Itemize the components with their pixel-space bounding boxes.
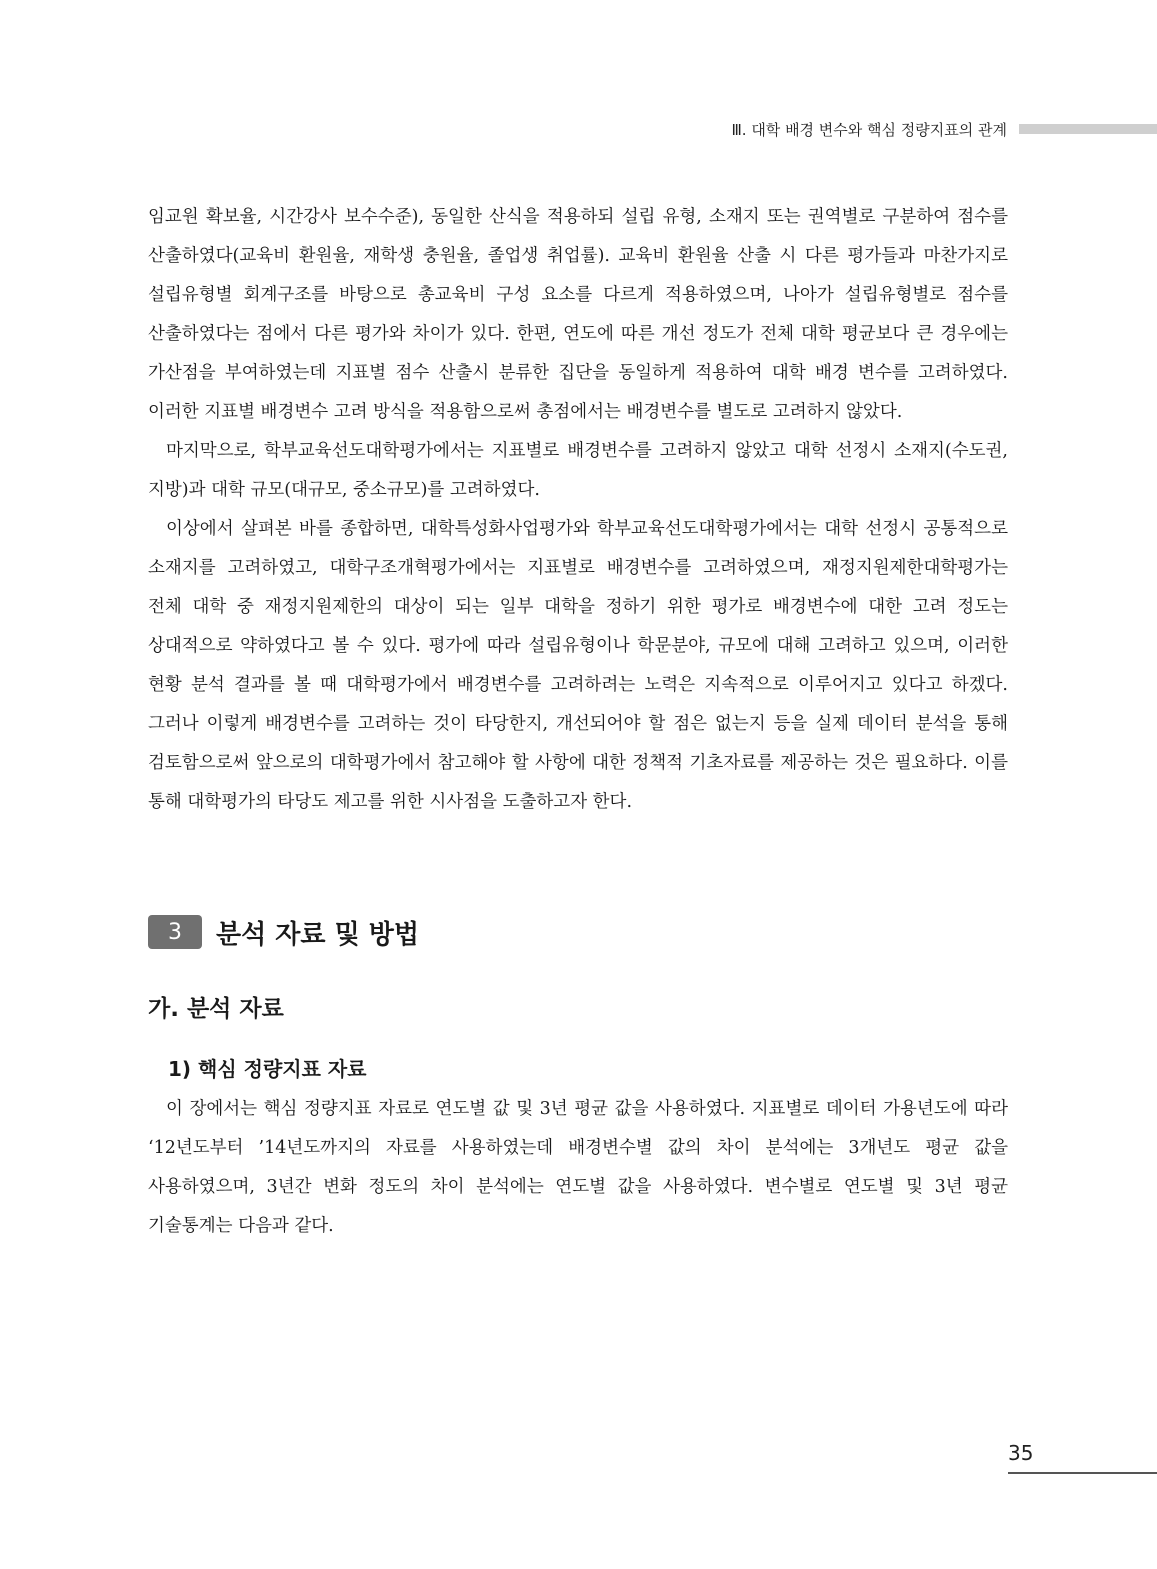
running-header bbox=[600, 116, 1157, 142]
subsubsection-title: 1) 핵심 정량지표 자료 bbox=[168, 1057, 367, 1081]
chapter-title: Ⅲ. 대학 배경 변수와 핵심 정량지표의 관계 bbox=[731, 120, 1007, 139]
page-content bbox=[148, 198, 1008, 1246]
section-title: 분석 자료 및 방법 bbox=[216, 919, 419, 950]
header-decoration-bar bbox=[1019, 124, 1157, 134]
page-number: 35 bbox=[1008, 1441, 1034, 1465]
subsection-title: 가. 분석 자료 bbox=[148, 996, 284, 1022]
page-footer bbox=[1008, 1438, 1157, 1474]
body-paragraph: 이 장에서는 핵심 정량지표 자료로 연도별 값 및 3년 평균 값을 사용하였다. 지표별로 데이터 가용년도에 따라 ‘12년도부터 ’14년도까지의 자료를 사용하였는데 배경변수별 값의 차이 분석에는 3개년도 평균 값을 사용하였으며, 3년간 변화 정도의 차이 분석에는 연도별 값을 사용하였다. 변수별로 연도별 및 3년 평균 기술통계는 다음과 같다. bbox=[148, 1099, 1008, 1236]
body-paragraph: 이상에서 살펴본 바를 종합하면, 대학특성화사업평가와 학부교육선도대학평가에서는 대학 선정시 공통적으로 소재지를 고려하였고, 대학구조개혁평가에서는 지표별로 배경변수를 고려하였으며, 재정지원제한대학평가는 전체 대학 중 재정지원제한의 대상이 되는 일부 대학을 정하기 위한 평가로 배경변수에 대한 고려 정도는 상대적으로 약하였다고 볼 수 있다. 평가에 따라 설립유형이나 학문분야, 규모에 대해 고려하고 있으며, 이러한 현황 분석 결과를 볼 때 대학평가에서 배경변수를 고려하려는 노력은 지속적으로 이루어지고 있다고 하겠다. 그러나 이렇게 배경변수를 고려하는 것이 타당한지, 개선되어야 할 점은 없는지 등을 실제 데이터 분석을 통해 검토함으로써 앞으로의 대학평가에서 참고해야 할 사항에 대한 정책적 기초자료를 제공하는 것은 필요하다. 이를 통해 대학평가의 타당도 제고를 위한 시사점을 도출하고자 한다. bbox=[148, 519, 1008, 812]
body-paragraph: 임교원 확보율, 시간강사 보수수준), 동일한 산식을 적용하되 설립 유형, 소재지 또는 권역별로 구분하여 점수를 산출하였다(교육비 환원율, 재학생 충원율, 졸업생 취업률). 교육비 환원율 산출 시 다른 평가들과 마찬가지로 설립유형별 회계구조를 바탕으로 총교육비 구성 요소를 다르게 적용하였으며, 나아가 설립유형별로 점수를 산출하였다는 점에서 다른 평가와 차이가 있다. 한편, 연도에 따른 개선 정도가 전체 대학 평균보다 큰 경우에는 가산점을 부여하였는데 지표별 점수 산출시 분류한 집단을 동일하게 적용하여 대학 배경 변수를 고려하였다. 이러한 지표별 배경변수 고려 방식을 적용함으로써 총점에서는 배경변수를 별도로 고려하지 않았다. bbox=[148, 207, 1008, 422]
section-heading bbox=[148, 910, 1008, 954]
body-paragraph: 마지막으로, 학부교육선도대학평가에서는 지표별로 배경변수를 고려하지 않았고 대학 선정시 소재지(수도권, 지방)과 대학 규모(대규모, 중소규모)를 고려하였다. bbox=[148, 441, 1008, 500]
section-number-badge: 3 bbox=[148, 915, 202, 949]
